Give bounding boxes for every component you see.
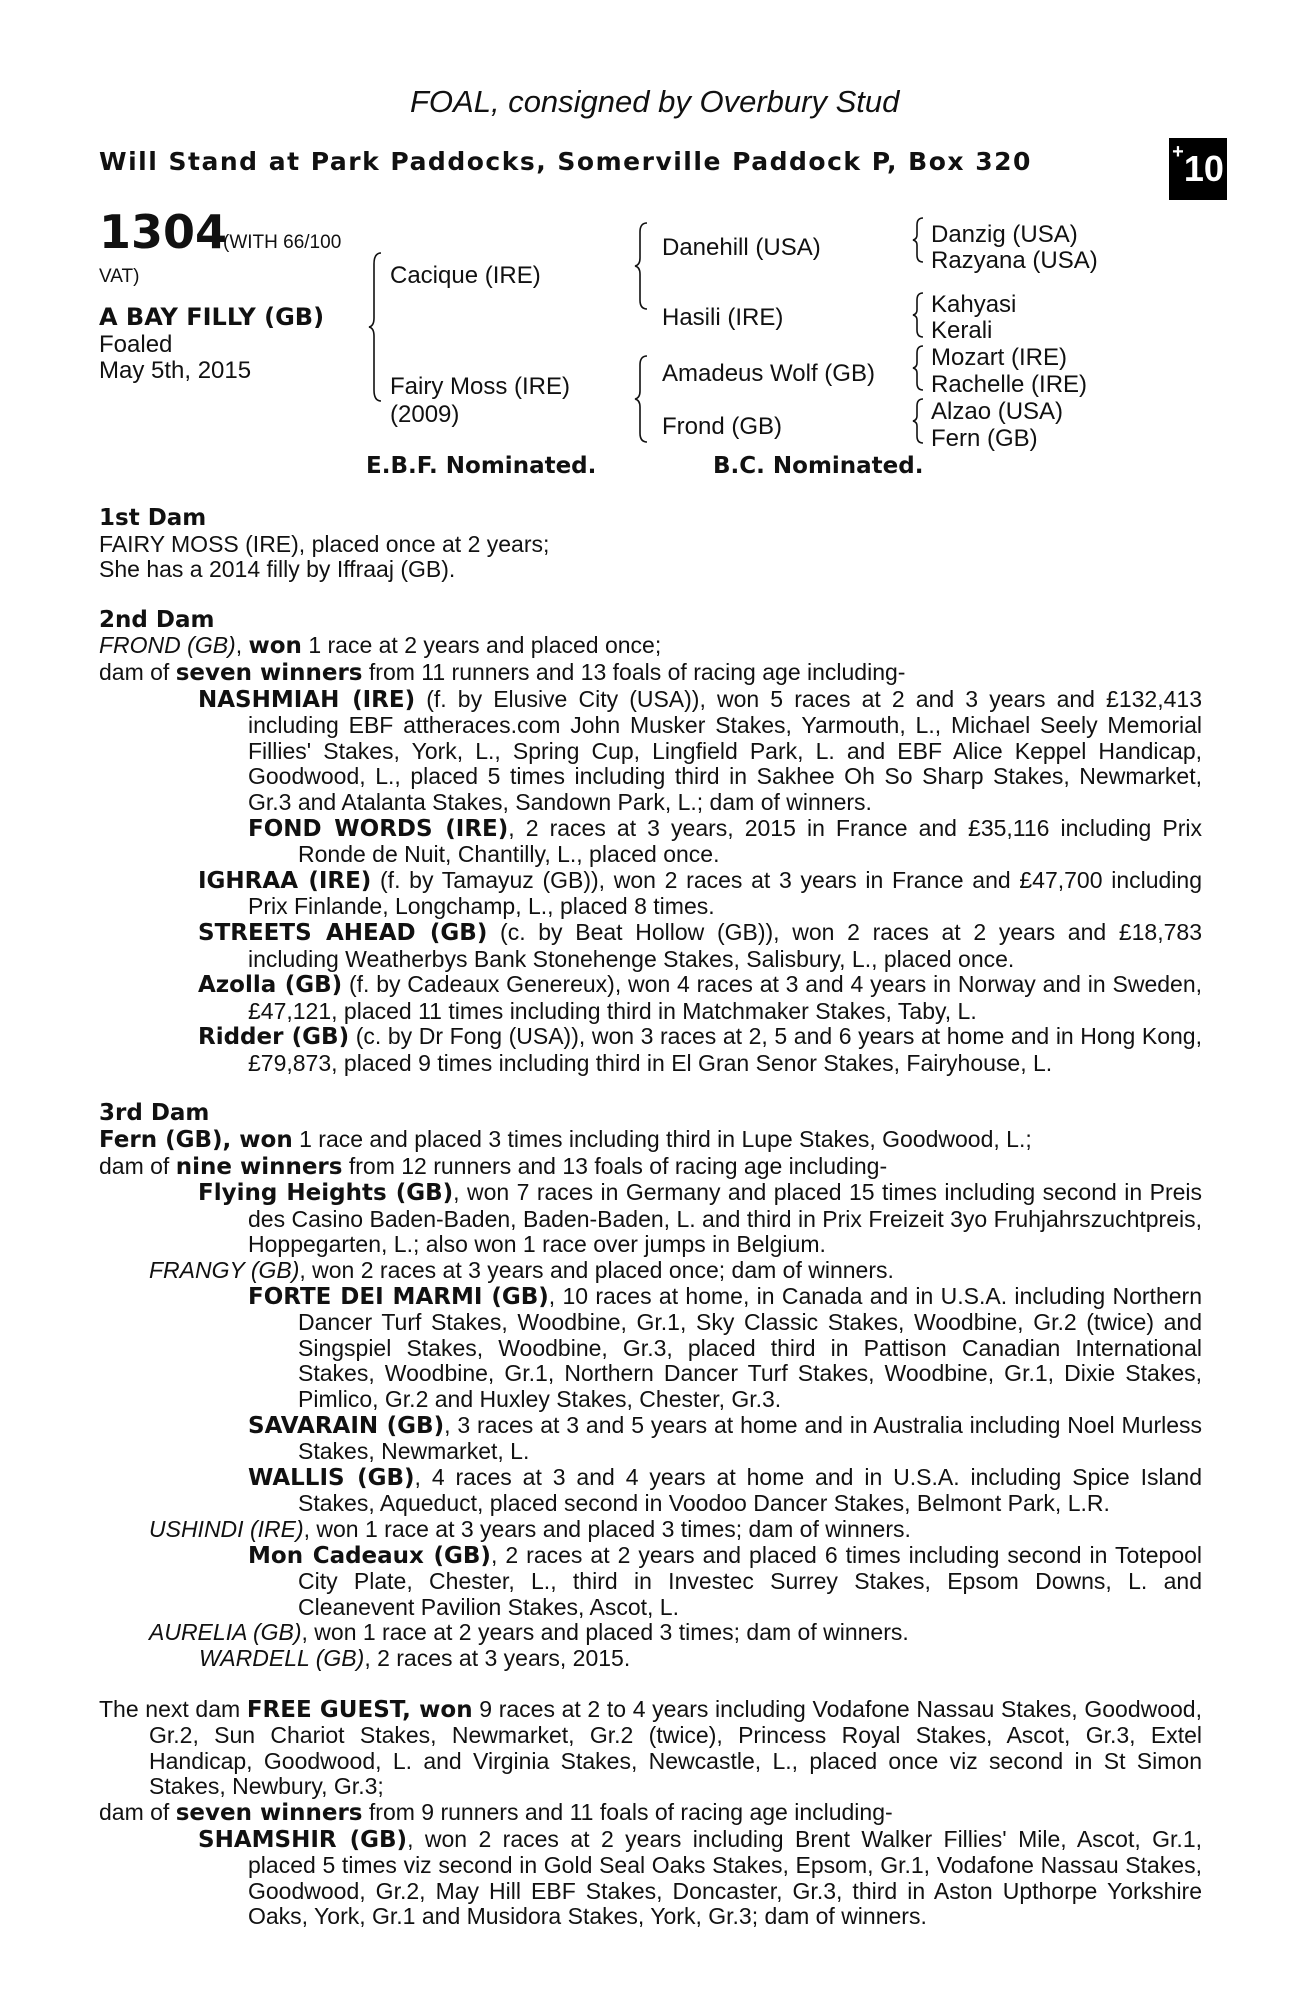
horse-text-shamshir: , won 2 races at 2 years including Brent Walker Fillies' Mile, Ascot, Gr.1, placed 5 times viz second in Gold Seal Oaks Stakes, Epsom, Gr.1, Vodafone Nassau Stakes, Goodwood, Gr.2, May Hill EBF Stakes, Doncaster, Gr.3, third in Aston Upthorpe Yorkshire Oaks, York, Gr.1 and Musidora Stakes, York, Gr.3; dam of winners.: [248, 1825, 1202, 1930]
list-item-wallis: [99, 1465, 1202, 1517]
pedigree-g3: Kahyasi: [931, 291, 1017, 318]
third-dam-of-1: dam of: [99, 1152, 176, 1179]
list-item-streets-ahead: [99, 920, 1202, 972]
horse-text-streets-ahead: (c. by Beat Hollow (GB)), won 2 races at 2 years and £18,783 including Weatherbys Bank Stonehenge Stakes, Salisbury, L., placed once.: [248, 918, 1202, 972]
horse-name-nashmiah: NASHMIAH (IRE): [198, 686, 416, 713]
pedigree-g4: Kerali: [931, 317, 993, 344]
horse-text-frangy: , won 2 races at 3 years and placed once; dam of winners.: [299, 1257, 894, 1284]
second-dam-record: [99, 633, 1202, 660]
list-item-forte-dei-marmi: [99, 1284, 1202, 1413]
bc-nominated: B.C. Nominated.: [713, 453, 924, 479]
second-dam-name: FROND (GB): [99, 632, 236, 659]
horse-text-ridder: (c. by Dr Fong (USA)), won 3 races at 2, 5 and 6 years at home and in Hong Kong, £79,873, placed 9 times including third in El Gran Senor Stakes, Fairyhouse, L.: [248, 1023, 1202, 1076]
horse-name-ighraa: IGHRAA (IRE): [198, 867, 372, 894]
page-header-title: FOAL, consigned by Overbury Stud: [410, 84, 900, 119]
pedigree-g5: Mozart (IRE): [931, 344, 1068, 371]
horse-text-azolla: (f. by Cadeaux Genereux), won 4 races at 3 and 4 years in Norway and in Sweden, £47,121, placed 11 times including third in Matchmaker Stakes, Taby, L.: [248, 971, 1202, 1024]
next-dam-of-2: from 9 runners and 11 foals of racing age including-: [362, 1798, 893, 1825]
horse-text-ushindi: , won 1 race at 3 years and placed 3 times; dam of winners.: [303, 1515, 911, 1542]
horse-name-wallis: WALLIS (GB): [248, 1464, 415, 1491]
pedigree-g8: Fern (GB): [931, 425, 1038, 452]
horse-name-ushindi: USHINDI (IRE): [149, 1515, 304, 1542]
second-dam-heading: 2nd Dam: [99, 606, 215, 633]
horse-name-forte-dei-marmi: FORTE DEI MARMI (GB): [248, 1283, 549, 1310]
ebf-nominated: E.B.F. Nominated.: [366, 453, 597, 479]
list-item-aurelia: [99, 1620, 1202, 1646]
pedigree-bracket-main: [368, 252, 382, 402]
horse-text-ighraa: (f. by Tamayuz (GB)), won 2 races at 3 years in France and £47,700 including Prix Finlande, Longchamp, L., placed 8 times.: [248, 866, 1202, 920]
horse-text-flying-heights: , won 7 races in Germany and placed 15 times including second in Preis des Casino Baden-Baden, Baden-Baden, L. and third in Prix Freizeit 3yo Fruhjahrszuchtpreis, Hoppegarten, L.; also won 1 race over jumps in Belgium.: [248, 1179, 1202, 1258]
second-dam-produce: [99, 660, 1202, 687]
horse-text-wardell: , 2 races at 3 years, 2015.: [364, 1644, 631, 1671]
stand-location: Will Stand at Park Paddocks, Somerville Paddock P, Box 320: [99, 147, 1032, 176]
vat-note-1: (WITH 66/100: [223, 232, 342, 253]
horse-text-savarain: , 3 races at 3 and 5 years at home and in Australia including Noel Murless Stakes, Newmarket, L.: [298, 1411, 1203, 1465]
third-dam-name: Fern (GB): [99, 1127, 223, 1154]
second-dam-of-2: from 11 runners and 13 foals of racing age including-: [362, 658, 906, 685]
next-dam-intro: The next dam: [99, 1695, 247, 1722]
badge-plus: +: [1172, 141, 1184, 163]
next-dam-record: [99, 1697, 1202, 1800]
third-dam-winners: nine winners: [175, 1153, 343, 1180]
list-item-mon-cadeaux: [99, 1543, 1202, 1621]
pedigree-g2: Razyana (USA): [931, 247, 1098, 274]
lot-name: A BAY FILLY (GB): [99, 303, 325, 331]
horse-text-forte-dei-marmi: , 10 races at home, in Canada and in U.S.A. including Northern Dancer Turf Stakes, Woodbine, Gr.1, Sky Classic Stakes, Woodbine, Gr.2 (twice) and Singspiel Stakes, Woodbine, Gr.3, placed third in Pattison Canadian International Stakes, Woodbine, Gr.1, Northern Dancer Turf Stakes, Woodbine, Gr.1, Dixie Stakes, Pimlico, Gr.2 and Huxley Stakes, Chester, Gr.3.: [298, 1282, 1202, 1412]
pedigree-g1: Danzig (USA): [931, 221, 1078, 248]
second-dam-of-1: dam of: [99, 658, 176, 685]
next-dam-of-1: dam of: [99, 1798, 176, 1825]
pedigree-sire-dam: Hasili (IRE): [662, 304, 784, 331]
pedigree-dam: Fairy Moss (IRE): [390, 373, 570, 400]
second-dam-winners: seven winners: [175, 659, 363, 686]
list-item-ushindi: [99, 1517, 1202, 1543]
catalogue-body: [99, 506, 1202, 1930]
horse-name-azolla: Azolla (GB): [198, 972, 343, 999]
foaled-date: May 5th, 2015: [99, 357, 252, 384]
horse-name-ridder: Ridder (GB): [198, 1024, 350, 1051]
sale-day-badge: [1169, 138, 1227, 200]
pedigree-dam-year: (2009): [390, 401, 460, 428]
list-item-nashmiah: [99, 687, 1202, 816]
foaled-label: Foaled: [99, 331, 173, 358]
list-item-ighraa: [99, 868, 1202, 920]
pedigree-bracket-g4: [912, 398, 924, 444]
first-dam-heading: 1st Dam: [99, 505, 207, 531]
third-dam-heading: 3rd Dam: [99, 1100, 210, 1127]
pedigree-dam-dam: Frond (GB): [662, 413, 783, 440]
pedigree-bracket-dam: [634, 355, 648, 443]
next-dam-name: FREE GUEST: [246, 1696, 403, 1723]
horse-text-mon-cadeaux: , 2 races at 2 years and placed 6 times including second in Totepool City Plate, Chester, L., third in Investec Surrey Stakes, Epsom Downs, L. and Cleanevent Pavilion Stakes, Ascot, L.: [298, 1541, 1203, 1620]
list-item-ridder: [99, 1024, 1202, 1076]
next-dam-text: 9 races at 2 to 4 years including Vodafone Nassau Stakes, Goodwood, Gr.2, Sun Chariot Stakes, Newmarket, Gr.2 (twice), Princess Royal Stakes, Ascot, Gr.3, Extel Handicap, Goodwood, L. and Virginia Stakes, Newcastle, L., placed once viz second in St Simon Stakes, Newbury, Gr.3;: [149, 1695, 1202, 1800]
list-item-savarain: [99, 1413, 1202, 1465]
horse-name-wardell: WARDELL (GB): [199, 1644, 365, 1671]
horse-text-wallis: , 4 races at 3 and 4 years at home and in U.S.A. including Spice Island Stakes, Aqueduct, placed second in Voodoo Dancer Stakes, Belmont Park, L.R.: [298, 1463, 1202, 1517]
pedigree-bracket-sire: [634, 222, 648, 310]
vat-note-2: VAT): [99, 266, 140, 287]
horse-name-mon-cadeaux: Mon Cadeaux (GB): [248, 1542, 491, 1569]
lot-number: 1304: [99, 205, 228, 259]
pedigree-bracket-g3: [912, 345, 924, 391]
horse-name-fond-words: FOND WORDS (IRE): [248, 815, 509, 842]
next-dam-produce: [99, 1800, 1202, 1827]
list-item-fond-words: [99, 816, 1202, 868]
horse-name-streets-ahead: STREETS AHEAD (GB): [198, 919, 488, 946]
horse-name-aurelia: AURELIA (GB): [149, 1619, 302, 1646]
list-item-shamshir: [99, 1827, 1202, 1930]
third-dam-won: , won: [222, 1127, 293, 1154]
horse-name-flying-heights: Flying Heights (GB): [198, 1180, 454, 1207]
pedigree-dam-sire: Amadeus Wolf (GB): [662, 360, 875, 387]
horse-text-fond-words: , 2 races at 3 years, 2015 in France and £35,116 including Prix Ronde de Nuit, Chantilly, L., placed once.: [298, 814, 1202, 868]
horse-name-shamshir: SHAMSHIR (GB): [198, 1826, 408, 1853]
second-dam-rest: 1 race at 2 years and placed once;: [301, 632, 662, 659]
pedigree-bracket-g2: [912, 292, 924, 338]
pedigree-sire: Cacique (IRE): [390, 262, 541, 289]
horse-text-aurelia: , won 1 race at 2 years and placed 3 times; dam of winners.: [301, 1619, 909, 1646]
first-dam-line-1: FAIRY MOSS (IRE), placed once at 2 years;: [99, 530, 550, 557]
third-dam-record: [99, 1127, 1202, 1154]
list-item-wardell: [99, 1646, 1202, 1672]
first-dam-line-2: She has a 2014 filly by Iffraaj (GB).: [99, 556, 456, 583]
horse-text-nashmiah: (f. by Elusive City (USA)), won 5 races at 2 and 3 years and £132,413 including EBF attheraces.com John Musker Stakes, Yarmouth, L., Michael Seely Memorial Fillies' Stakes, York, L., Spring Cup, Lingfield Park, L. and EBF Alice Keppel Handicap, Goodwood, L., placed 5 times including third in Sakhee Oh So Sharp Stakes, Newmarket, Gr.3 and Atalanta Stakes, Sandown Park, L.; dam of winners.: [248, 685, 1202, 815]
horse-name-savarain: SAVARAIN (GB): [248, 1412, 445, 1439]
third-dam-produce: [99, 1154, 1202, 1181]
third-dam-of-2: from 12 runners and 13 foals of racing age including-: [342, 1152, 888, 1179]
pedigree-bracket-g1: [912, 217, 924, 263]
second-dam-comma: ,: [235, 632, 249, 659]
pedigree-g7: Alzao (USA): [931, 398, 1064, 425]
horse-name-frangy: FRANGY (GB): [149, 1257, 300, 1284]
second-dam-won: won: [248, 633, 302, 660]
list-item-flying-heights: [99, 1180, 1202, 1258]
list-item-azolla: [99, 972, 1202, 1024]
badge-number: 10: [1183, 148, 1224, 189]
list-item-frangy: [99, 1258, 1202, 1284]
third-dam-rest: 1 race and placed 3 times including third in Lupe Stakes, Goodwood, L.;: [292, 1126, 1032, 1153]
pedigree-sire-sire: Danehill (USA): [662, 234, 821, 261]
next-dam-winners: seven winners: [175, 1799, 363, 1826]
next-dam-won: , won: [402, 1696, 473, 1723]
pedigree-g6: Rachelle (IRE): [931, 371, 1088, 398]
